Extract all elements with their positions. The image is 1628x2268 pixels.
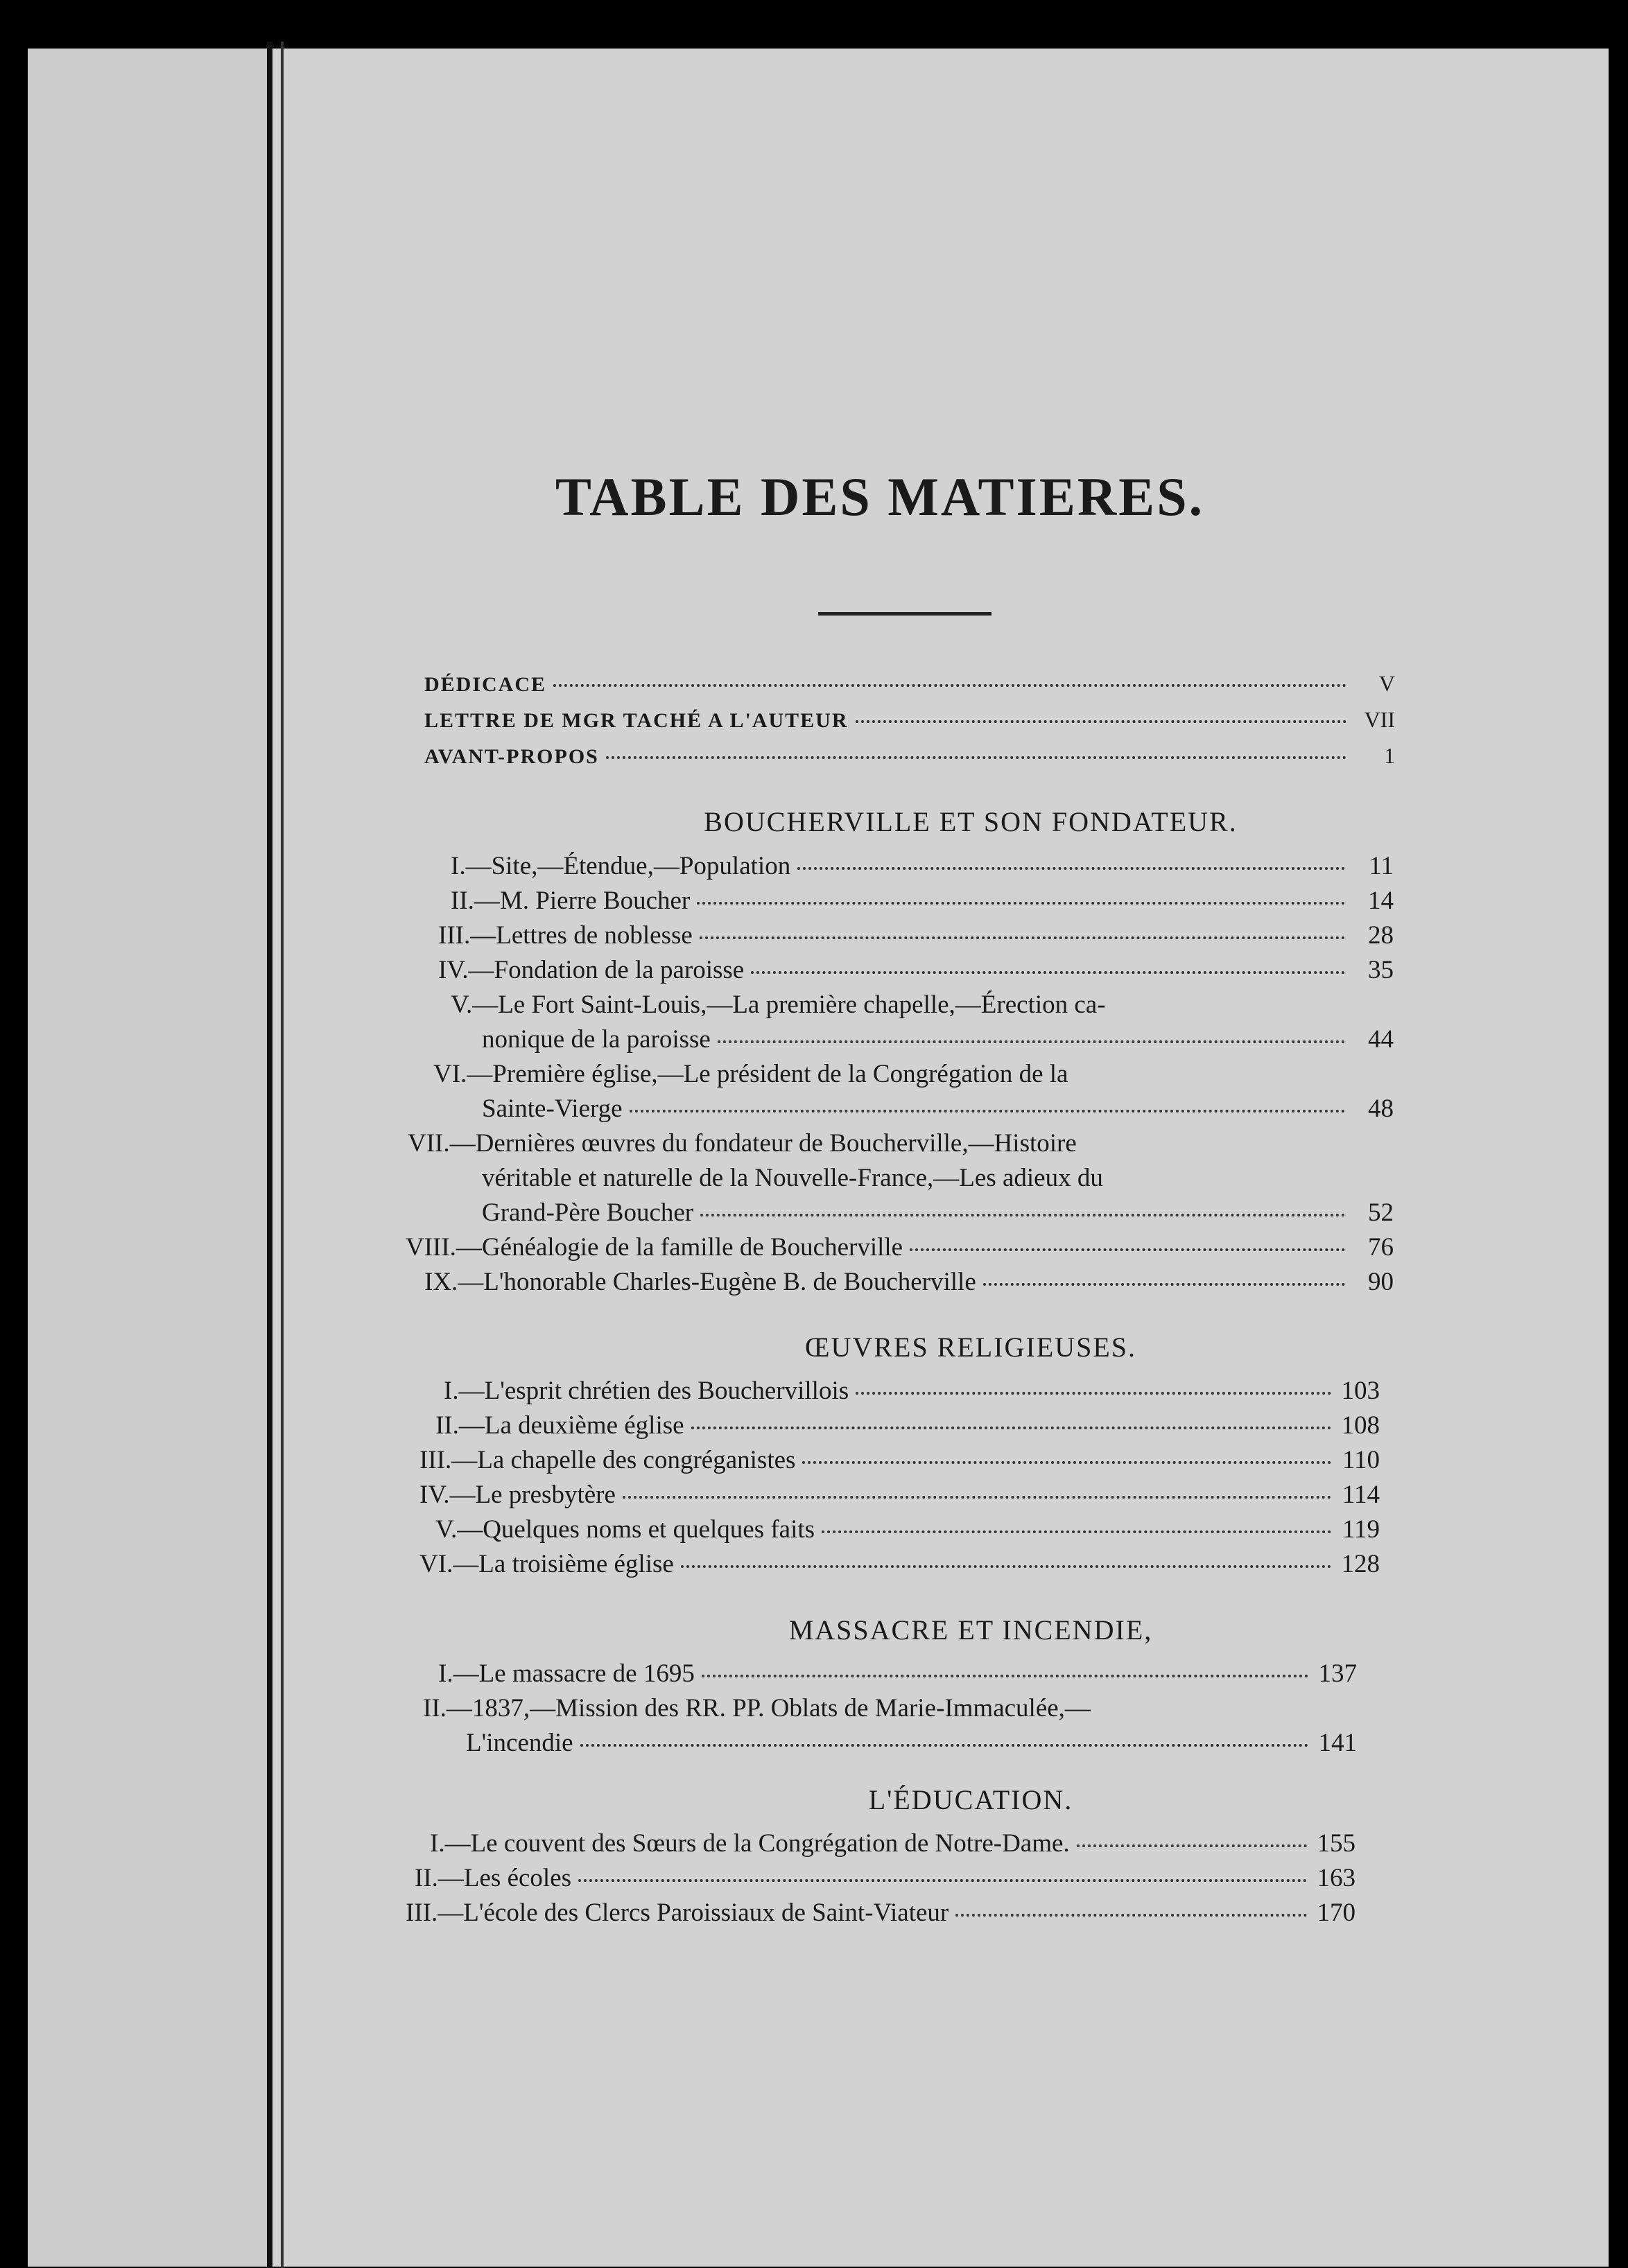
toc-entry-label: IV.—Fondation de la paroisse — [438, 956, 745, 984]
toc-entry-label: VI.—Première église,—Le président de la Congrégation de la — [433, 1060, 1068, 1088]
toc-entry — [419, 1445, 1380, 1475]
toc-entry-label: III.—Lettres de noblesse — [438, 921, 693, 950]
toc-entry — [415, 1863, 1356, 1893]
dot-leader — [606, 756, 1346, 759]
dot-leader — [856, 720, 1347, 723]
toc-entry-page: 28 — [1368, 921, 1394, 950]
dot-leader — [697, 902, 1345, 905]
section-heading: MASSACRE ET INCENDIE, — [788, 1614, 1153, 1646]
toc-entry — [451, 886, 1394, 916]
dot-leader — [553, 684, 1346, 687]
dot-leader — [578, 1879, 1307, 1882]
dot-leader — [681, 1565, 1331, 1568]
toc-entry-label: II.—M. Pierre Boucher — [451, 887, 691, 915]
toc-entry-label-cont: Sainte-Vierge — [482, 1094, 623, 1123]
dot-leader — [623, 1496, 1331, 1499]
toc-entry — [424, 707, 1395, 733]
dot-leader — [1077, 1844, 1307, 1847]
toc-entry-continuation — [482, 1198, 1394, 1228]
toc-entry-label: III.—L'école des Clercs Paroissiaux de Saint-Viateur — [406, 1899, 949, 1927]
toc-entry-page: 11 — [1369, 852, 1394, 880]
toc-entry-label: I.—Site,—Étendue,—Population — [451, 852, 791, 880]
section-heading: L'ÉDUCATION. — [868, 1784, 1073, 1815]
dot-leader — [983, 1283, 1345, 1286]
dot-leader — [955, 1914, 1307, 1917]
scan-border — [1609, 0, 1628, 2268]
toc-entry-page: 48 — [1368, 1094, 1394, 1123]
toc-entry-continuation — [482, 1024, 1394, 1054]
toc-entry-page: 90 — [1368, 1268, 1394, 1296]
toc-entry-label: II.—La deuxième église — [435, 1411, 684, 1440]
toc-entry-page: VII — [1364, 707, 1395, 732]
toc-entry-page: 128 — [1341, 1550, 1380, 1578]
toc-entry-page: 137 — [1318, 1659, 1357, 1688]
toc-entry — [438, 955, 1394, 985]
page-title: TABLE DES MATIERES. — [555, 466, 1205, 527]
facing-page-edge — [28, 49, 269, 2267]
toc-entry-page: 110 — [1342, 1446, 1380, 1474]
dot-leader — [580, 1744, 1308, 1747]
toc-entry — [424, 1267, 1394, 1297]
toc-entry-label-cont: L'incendie — [466, 1729, 573, 1757]
dot-leader — [700, 1214, 1345, 1216]
toc-entry-continuation — [482, 1094, 1394, 1124]
section-heading: ŒUVRES RELIGIEUSES. — [804, 1332, 1137, 1363]
toc-entry — [430, 1829, 1356, 1858]
toc-entry-page: 119 — [1342, 1515, 1380, 1544]
toc-entry-page: 103 — [1341, 1377, 1380, 1405]
toc-entry-page: 163 — [1317, 1864, 1356, 1892]
toc-entry-page: 52 — [1368, 1198, 1394, 1227]
dot-leader — [751, 971, 1345, 974]
toc-entry-page: V — [1378, 671, 1395, 696]
toc-entry — [406, 1232, 1394, 1262]
toc-entry-label: DÉDICACE — [424, 673, 547, 696]
toc-entry-page: 108 — [1341, 1411, 1380, 1440]
toc-entry-label: LETTRE DE MGR TACHÉ A L'AUTEUR — [424, 709, 849, 732]
toc-entry-label: I.—Le couvent des Sœurs de la Congrégation de Notre-Dame. — [430, 1829, 1070, 1858]
toc-entry — [424, 671, 1395, 697]
toc-entry — [419, 1549, 1380, 1579]
toc-entry — [444, 1376, 1380, 1406]
toc-entry-page: 1 — [1384, 743, 1395, 768]
toc-entry-label: I.—L'esprit chrétien des Bouchervillois — [444, 1377, 849, 1405]
toc-entry-page: 44 — [1368, 1025, 1394, 1054]
toc-entry-label-cont: véritable et naturelle de la Nouvelle-France,—Les adieux du — [482, 1164, 1103, 1192]
toc-entry-label: VIII.—Généalogie de la famille de Boucherville — [406, 1233, 903, 1262]
dot-leader — [691, 1427, 1331, 1429]
toc-entry-label: V.—Le Fort Saint-Louis,—La première chapelle,—Érection ca- — [451, 991, 1106, 1019]
dot-leader — [718, 1040, 1345, 1043]
toc-entry — [435, 1411, 1380, 1440]
toc-entry-label: IX.—L'honorable Charles-Eugène B. de Boucherville — [424, 1268, 976, 1296]
title-rule — [818, 612, 991, 616]
toc-entry-page: 35 — [1368, 956, 1394, 984]
toc-entry-continuation — [466, 1728, 1357, 1758]
toc-entry-page: 141 — [1318, 1729, 1357, 1757]
toc-entry-label-cont: nonique de la paroisse — [482, 1025, 711, 1054]
toc-entry-label: IV.—Le presbytère — [419, 1481, 616, 1509]
toc-entry — [451, 851, 1394, 881]
toc-entry — [435, 1515, 1380, 1544]
dot-leader — [630, 1110, 1345, 1113]
toc-entry-label: I.—Le massacre de 1695 — [438, 1659, 695, 1688]
toc-entry — [438, 1659, 1357, 1689]
toc-entry-page: 76 — [1368, 1233, 1394, 1262]
toc-entry — [438, 921, 1394, 950]
toc-entry-label: II.—1837,—Mission des RR. PP. Oblats de Marie-Immaculée,— — [423, 1694, 1091, 1722]
dot-leader — [702, 1675, 1308, 1677]
toc-entry-label-cont: Grand-Père Boucher — [482, 1198, 694, 1227]
dot-leader — [910, 1248, 1345, 1251]
dot-leader — [797, 867, 1345, 870]
dot-leader — [856, 1392, 1331, 1395]
toc-entry-label: AVANT-PROPOS — [424, 745, 599, 768]
dot-leader — [802, 1461, 1331, 1464]
toc-entry-page: 155 — [1317, 1829, 1356, 1858]
toc-entry-label: II.—Les écoles — [415, 1864, 572, 1892]
toc-entry-label: VII.—Dernières œuvres du fondateur de Boucherville,—Histoire — [408, 1129, 1077, 1158]
dot-leader — [700, 936, 1345, 939]
binding-gutter — [267, 42, 272, 2268]
toc-entry — [419, 1480, 1380, 1510]
toc-entry-label: V.—Quelques noms et quelques faits — [435, 1515, 815, 1544]
toc-entry-page: 170 — [1317, 1899, 1356, 1927]
dot-leader — [822, 1530, 1331, 1533]
toc-entry — [424, 743, 1395, 769]
toc-entry-page: 14 — [1368, 887, 1394, 915]
binding-gutter-shadow — [281, 42, 284, 2268]
toc-entry-label: III.—La chapelle des congréganistes — [419, 1446, 796, 1474]
section-heading: BOUCHERVILLE ET SON FONDATEUR. — [704, 806, 1238, 837]
toc-entry-page: 114 — [1342, 1481, 1380, 1509]
toc-entry-label: VI.—La troisième église — [419, 1550, 674, 1578]
toc-entry — [406, 1898, 1356, 1928]
